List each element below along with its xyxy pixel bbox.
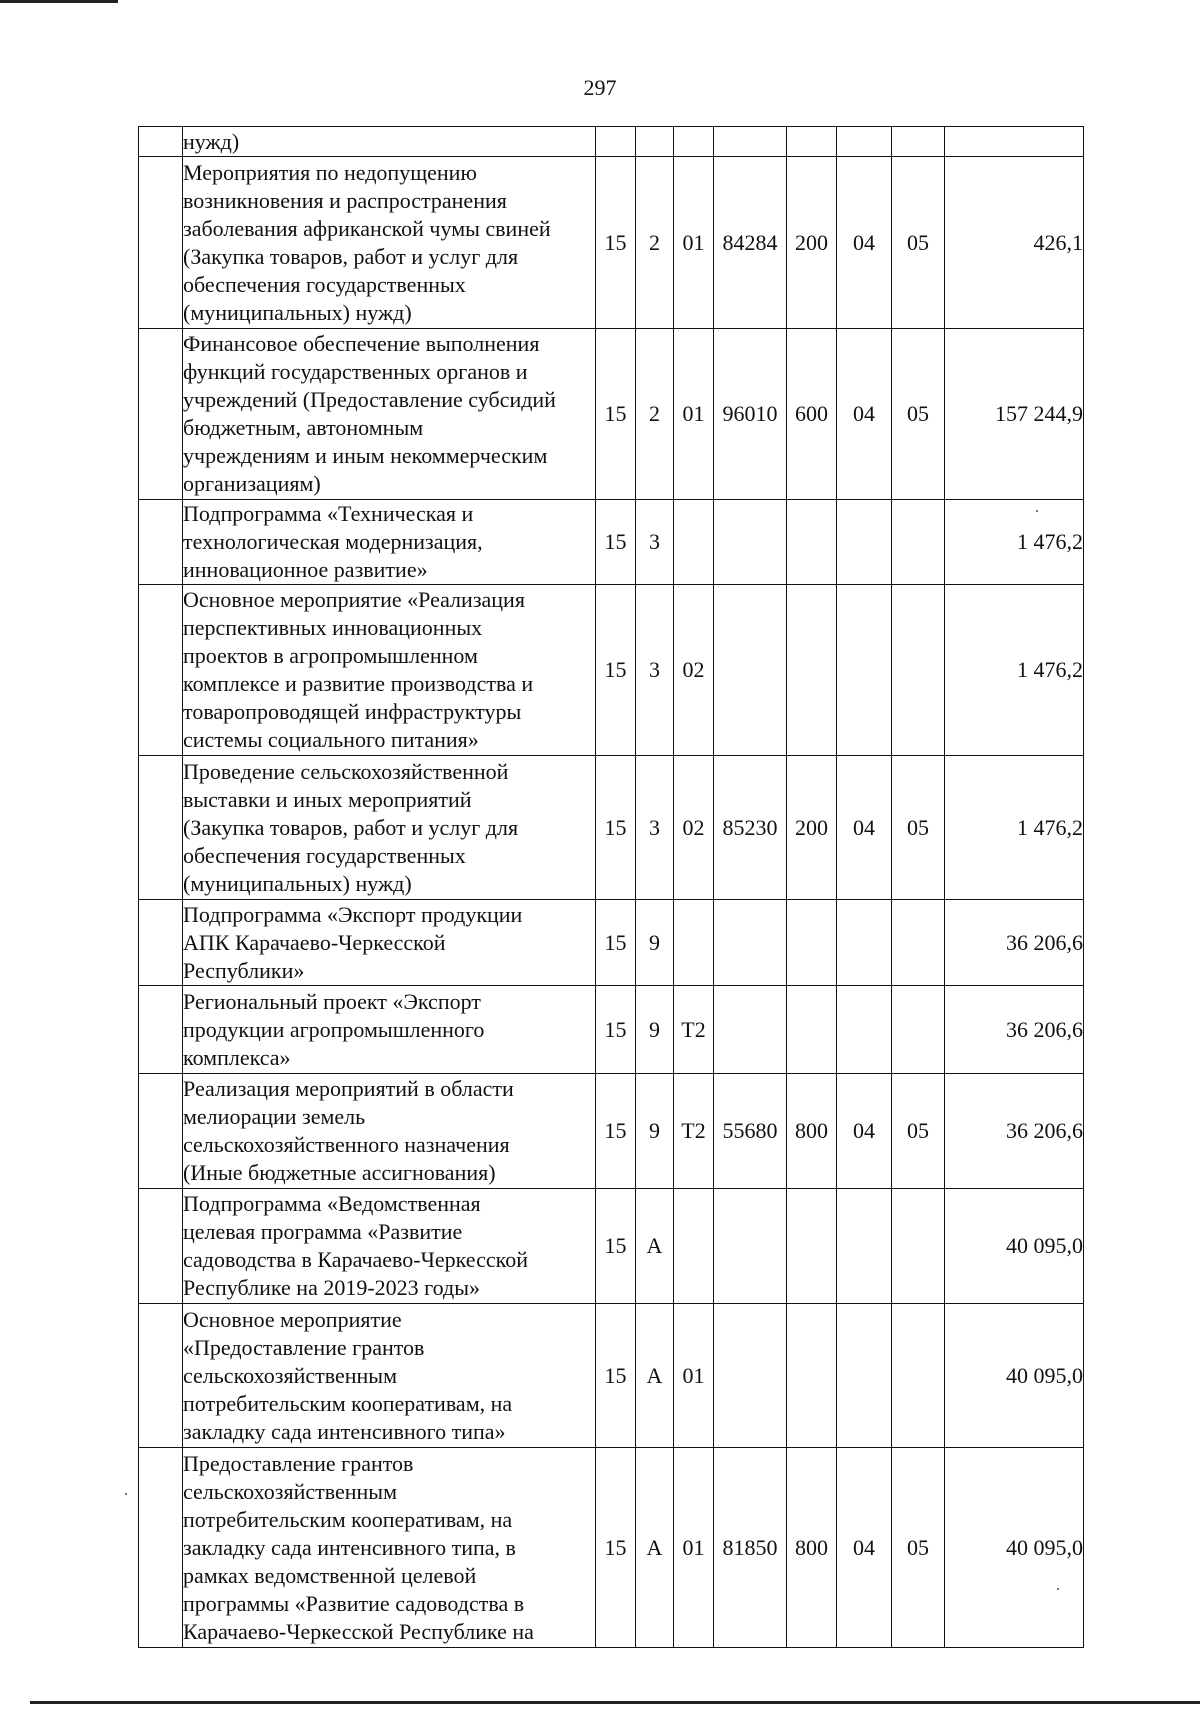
code-cell bbox=[837, 986, 892, 1074]
sum-cell bbox=[945, 127, 1084, 157]
code-cell bbox=[674, 127, 714, 157]
blank-cell bbox=[139, 1304, 183, 1448]
code-cell: 01 bbox=[674, 329, 714, 500]
code-cell bbox=[674, 900, 714, 986]
item-name-cell: Подпрограмма «Ведомственная целевая программа «Развитие садоводства в Карачаево-Черкесской Республике на 2019-2023 годы» bbox=[183, 1189, 596, 1304]
code-cell bbox=[596, 127, 636, 157]
code-cell: 04 bbox=[837, 1074, 892, 1189]
blank-cell bbox=[139, 157, 183, 329]
sum-cell: 36 206,6 bbox=[945, 1074, 1084, 1189]
code-cell: 3 bbox=[636, 500, 674, 585]
blank-cell bbox=[139, 900, 183, 986]
code-cell: 2 bbox=[636, 157, 674, 329]
table-row bbox=[139, 1304, 1084, 1448]
item-name-cell: Подпрограмма «Экспорт продукции АПК Карачаево-Черкесской Республики» bbox=[183, 900, 596, 986]
code-cell: 15 bbox=[596, 1074, 636, 1189]
code-cell bbox=[787, 1304, 837, 1448]
sum-cell: 36 206,6 bbox=[945, 986, 1084, 1074]
item-name-cell: Подпрограмма «Техническая и технологическая модернизация, инновационное развитие» bbox=[183, 500, 596, 585]
blank-cell bbox=[139, 756, 183, 900]
code-cell bbox=[674, 1189, 714, 1304]
code-cell: 55680 bbox=[714, 1074, 787, 1189]
code-cell bbox=[892, 900, 945, 986]
table-row bbox=[139, 1074, 1084, 1189]
code-cell: 15 bbox=[596, 1448, 636, 1648]
code-cell bbox=[837, 500, 892, 585]
code-cell: 04 bbox=[837, 1448, 892, 1648]
page-number: 297 bbox=[583, 75, 617, 100]
code-cell: 02 bbox=[674, 756, 714, 900]
code-cell bbox=[714, 585, 787, 756]
code-cell: 01 bbox=[674, 1448, 714, 1648]
code-cell: 15 bbox=[596, 756, 636, 900]
scan-speck bbox=[1036, 510, 1038, 512]
code-cell bbox=[837, 585, 892, 756]
table-row bbox=[139, 585, 1084, 756]
sum-cell: 40 095,0 bbox=[945, 1189, 1084, 1304]
sum-cell: 1 476,2 bbox=[945, 500, 1084, 585]
code-cell: 2 bbox=[636, 329, 674, 500]
item-name-cell: Финансовое обеспечение выполнения функций государственных органов и учреждений (Предоставление субсидий бюджетным, автономным учреждениям и иным некоммерческим организациям) bbox=[183, 329, 596, 500]
code-cell bbox=[714, 127, 787, 157]
code-cell: 01 bbox=[674, 157, 714, 329]
code-cell bbox=[837, 1304, 892, 1448]
code-cell: 600 bbox=[787, 329, 837, 500]
table-row bbox=[139, 756, 1084, 900]
code-cell: 15 bbox=[596, 1304, 636, 1448]
item-name-cell: Основное мероприятие «Предоставление грантов сельскохозяйственным потребительским кооперативам, на закладку сада интенсивного типа» bbox=[183, 1304, 596, 1448]
bottom-edge-rule bbox=[30, 1701, 1200, 1704]
code-cell bbox=[837, 127, 892, 157]
sum-cell: 1 476,2 bbox=[945, 585, 1084, 756]
top-edge-rule bbox=[0, 0, 118, 3]
scan-speck bbox=[125, 1493, 127, 1495]
code-cell bbox=[892, 585, 945, 756]
code-cell: 800 bbox=[787, 1074, 837, 1189]
blank-cell bbox=[139, 329, 183, 500]
code-cell bbox=[892, 1189, 945, 1304]
item-name-cell: Региональный проект «Экспорт продукции агропромышленного комплекса» bbox=[183, 986, 596, 1074]
code-cell: 15 bbox=[596, 585, 636, 756]
code-cell bbox=[892, 500, 945, 585]
blank-cell bbox=[139, 1448, 183, 1648]
code-cell: 800 bbox=[787, 1448, 837, 1648]
code-cell: 05 bbox=[892, 756, 945, 900]
code-cell: 3 bbox=[636, 585, 674, 756]
code-cell: 3 bbox=[636, 756, 674, 900]
blank-cell bbox=[139, 1189, 183, 1304]
code-cell bbox=[892, 1304, 945, 1448]
code-cell: 04 bbox=[837, 157, 892, 329]
item-name-cell: Реализация мероприятий в области мелиорации земель сельскохозяйственного назначения (Иные бюджетные ассигнования) bbox=[183, 1074, 596, 1189]
code-cell: 01 bbox=[674, 1304, 714, 1448]
item-name-cell: Мероприятия по недопущению возникновения и распространения заболевания африканской чумы свиней (Закупка товаров, работ и услуг для обеспечения государственных (муниципальных) нужд) bbox=[183, 157, 596, 329]
code-cell bbox=[714, 900, 787, 986]
sum-cell: 157 244,9 bbox=[945, 329, 1084, 500]
code-cell: 15 bbox=[596, 329, 636, 500]
code-cell: 96010 bbox=[714, 329, 787, 500]
blank-cell bbox=[139, 585, 183, 756]
table-row bbox=[139, 900, 1084, 986]
table-row bbox=[139, 1189, 1084, 1304]
blank-cell bbox=[139, 127, 183, 157]
code-cell bbox=[787, 900, 837, 986]
code-cell bbox=[714, 1189, 787, 1304]
table-row bbox=[139, 127, 1084, 157]
sum-cell: 1 476,2 bbox=[945, 756, 1084, 900]
code-cell bbox=[787, 1189, 837, 1304]
code-cell: 05 bbox=[892, 1074, 945, 1189]
code-cell: 81850 bbox=[714, 1448, 787, 1648]
sum-cell: 40 095,0 bbox=[945, 1304, 1084, 1448]
table-row bbox=[139, 500, 1084, 585]
table-row bbox=[139, 986, 1084, 1074]
blank-cell bbox=[139, 500, 183, 585]
code-cell: 9 bbox=[636, 900, 674, 986]
code-cell: 04 bbox=[837, 756, 892, 900]
code-cell: 200 bbox=[787, 756, 837, 900]
table-row bbox=[139, 157, 1084, 329]
code-cell bbox=[714, 986, 787, 1074]
budget-table bbox=[138, 126, 1084, 1648]
code-cell bbox=[636, 127, 674, 157]
code-cell bbox=[787, 500, 837, 585]
code-cell: 85230 bbox=[714, 756, 787, 900]
item-name-cell: Проведение сельскохозяйственной выставки и иных мероприятий (Закупка товаров, работ и услуг для обеспечения государственных (муниципальных) нужд) bbox=[183, 756, 596, 900]
code-cell: А bbox=[636, 1304, 674, 1448]
code-cell bbox=[787, 585, 837, 756]
code-cell: 200 bbox=[787, 157, 837, 329]
code-cell: А bbox=[636, 1448, 674, 1648]
code-cell: 15 bbox=[596, 986, 636, 1074]
code-cell: 15 bbox=[596, 157, 636, 329]
item-name-cell: Основное мероприятие «Реализация перспективных инновационных проектов в агропромышленном комплексе и развитие производства и товаропроводящей инфраструктуры системы социального питания» bbox=[183, 585, 596, 756]
code-cell: 04 bbox=[837, 329, 892, 500]
code-cell bbox=[837, 900, 892, 986]
code-cell bbox=[714, 1304, 787, 1448]
code-cell: 15 bbox=[596, 900, 636, 986]
code-cell: 05 bbox=[892, 329, 945, 500]
blank-cell bbox=[139, 1074, 183, 1189]
code-cell: Т2 bbox=[674, 986, 714, 1074]
code-cell: 05 bbox=[892, 1448, 945, 1648]
sum-cell: 36 206,6 bbox=[945, 900, 1084, 986]
code-cell: А bbox=[636, 1189, 674, 1304]
code-cell: 9 bbox=[636, 986, 674, 1074]
blank-cell bbox=[139, 986, 183, 1074]
code-cell bbox=[892, 986, 945, 1074]
item-name-cell: нужд) bbox=[183, 127, 596, 157]
code-cell bbox=[714, 500, 787, 585]
sum-cell: 426,1 bbox=[945, 157, 1084, 329]
code-cell bbox=[787, 127, 837, 157]
code-cell bbox=[787, 986, 837, 1074]
code-cell: 02 bbox=[674, 585, 714, 756]
scan-speck bbox=[1057, 1588, 1059, 1590]
code-cell bbox=[674, 500, 714, 585]
code-cell: Т2 bbox=[674, 1074, 714, 1189]
table-row bbox=[139, 329, 1084, 500]
code-cell: 15 bbox=[596, 1189, 636, 1304]
item-name-cell: Предоставление грантов сельскохозяйственным потребительским кооперативам, на закладку сада интенсивного типа, в рамках ведомственной целевой программы «Развитие садоводства в Карачаево-Черкесской Республике на bbox=[183, 1448, 596, 1648]
sum-cell: 40 095,0 bbox=[945, 1448, 1084, 1648]
code-cell bbox=[892, 127, 945, 157]
table-row bbox=[139, 1448, 1084, 1648]
budget-table-body bbox=[139, 127, 1084, 1648]
code-cell: 05 bbox=[892, 157, 945, 329]
code-cell: 15 bbox=[596, 500, 636, 585]
code-cell: 9 bbox=[636, 1074, 674, 1189]
code-cell: 84284 bbox=[714, 157, 787, 329]
code-cell bbox=[837, 1189, 892, 1304]
